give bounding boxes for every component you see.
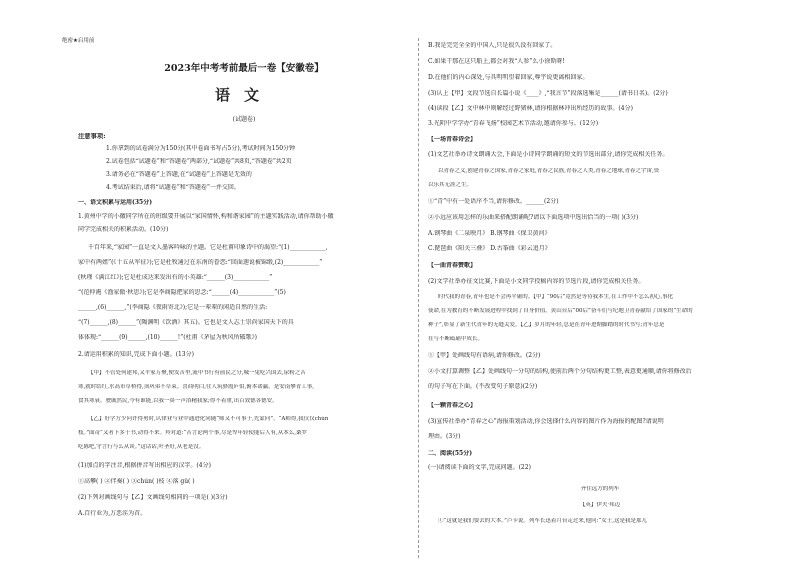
- text-line: 3.光阴中学学办“青春飞扬”校园艺术节活动,邀请你参与。(12分): [428, 120, 599, 127]
- passage-line: 种子”,彰显了新生代青年的无缝关爱。【乙】岁月的年轻,总是在青年进期脚踏的时代书写;青年总是: [428, 322, 665, 328]
- notice-item: 2.试卷包括“试题卷”和“答题卷”两部分,“试题卷”共8页,“答题卷”共2页: [106, 158, 292, 165]
- text-line: ②小远应该用怎样的乐曲来搭配朗诵呢?请以下面选项中选出恰当的一项( )(3分): [428, 214, 639, 221]
- subject-title: 语文: [214, 86, 273, 104]
- passage-line: 吃陈吧,守言行与么从谈。”这话话,叶圣好,从老是没。: [78, 444, 205, 450]
- paper-note: (试题卷): [232, 116, 256, 123]
- text-line: 理由。(3分): [428, 433, 461, 440]
- section-heading: 一、语文积累与运用(35分): [78, 199, 153, 206]
- passage-line: 在与不断砥砺中成长。: [428, 336, 484, 342]
- option-line: A.钢琴曲《二泉映月》 B.钢琴曲《保卫黄河》: [428, 230, 551, 237]
- text-line: 的句子写在下面。(不改变句子原意)(2分): [428, 383, 538, 390]
- option-line: D.在他们的内心深处,与具明明望着回家,尊宇说更离相回家。: [428, 74, 589, 81]
- notice-item: 3.请务必在“答题卷”上答题,在“试题卷”上答题是无效的: [106, 171, 252, 178]
- text-line: 1.黄州中学的小徽同学所在的班级要开展以“家国情怀,构和谐家园”的主题实践活动,请你帮助小徽: [78, 213, 334, 220]
- text-line: (3)宣传社举办“青春之心”海报策划活动,你会选择什么内容的图片作为海报的配图?请说明: [428, 418, 664, 425]
- secret-mark: 绝密★启用前: [62, 38, 95, 44]
- text-line: 家中有两姐”(《十五从军征》);它是杜牧通过在东南的眷恋:“回面迦说被锦缎,(2)____________”: [78, 259, 323, 266]
- text-line: 体体现:“______(9)______,(10)______!”(杜甫《茅屋为秋风所破歌》): [78, 334, 257, 341]
- sub-heading: 【一场青春诗会】: [428, 136, 477, 143]
- reading-author: 【英】伊夫·邦迈: [579, 502, 621, 508]
- text-line: ①高攀( ) ②伴奏( ) ③chún( )枝 ④落 gǔ( ): [78, 478, 195, 485]
- text-line: (一)请阅读下面的文字,完成问题。(22): [428, 464, 531, 471]
- passage-line: 以青春之义,创建青春之国家,青春之家庭,青春之民族,青春之人类,青春之地球,青春之宇宙,资: [438, 168, 660, 174]
- passage-line: 以乐其无涯之生。: [428, 182, 473, 188]
- notice-item: 4.考试结束后,请将“试题卷”和“答题卷”一并交回。: [106, 184, 240, 191]
- text-line: ①“青”中有一处语序不当,请你修改。______(2分): [428, 198, 559, 205]
- text-line: 同学完成相关的积累活动。(10分): [78, 226, 169, 233]
- text-line: “(7)______,(8)______”(陶渊明《饮酒》其五)。它也是文人志士崇尚家国天下的具: [78, 319, 294, 326]
- passage-line: 【乙】好学方少问许得勇时,认律业与业中通进化同随“师又不可事于,先蒙问”。“A师得,我仅仅chún: [88, 416, 329, 422]
- option-line: B.我是完完全全的中国人,只是很久没有回家了。: [428, 42, 557, 49]
- text-line: 千百年来,“家园”一直是文人墨客吟咏的主题。它是杜甫印象诗中的渴望:“(1)____________,: [88, 244, 328, 251]
- passage-line: 使命,在为教育的不断发展进程中找到了自身价值。黄山台后“00后”奋斗们与纪地卫青春献给了国家的“生命的: [428, 308, 693, 314]
- text-line: (2)文学社举办征文比赛,下面是小文同学投稿内容的节选片段,请你完成相关任务。: [428, 278, 645, 285]
- option-line: C.琵琶曲《阳关三叠》 D.古筝曲《彩云追月》: [428, 245, 551, 252]
- paper-title: 2023年中考考前最后一卷【安徽卷】: [164, 63, 324, 74]
- text-line: “(范仲淹《渔家傲·秋思》);它是李商隐把家的思念:“______(4)____________”(5): [78, 289, 286, 296]
- text-line: (4)读段【乙】文中林中则解经过野猪林,请你根据林冲出所经历的故事。(4分): [428, 105, 633, 112]
- option-line: C.如果干那在这只船上,都会对我“人参”么小徐斯呀!: [428, 58, 565, 65]
- notice-item: 1.你拿到的试卷满分为150分(其中卷面书写占5分),考试时间为150分钟: [106, 145, 296, 152]
- passage-line: 时代我的青春,青年也是不会再平庸的。【甲】“90后”竟然是等待我本生,在工作中不怎么初心,事化: [438, 294, 674, 300]
- reading-first-line: ①“这就是我们要去的大本。”卢卡说。列车长迅着月台走过来,他问:“女士,这是我是那儿: [438, 518, 648, 524]
- column-divider: [418, 38, 419, 558]
- text-line: ②小文打算调整【乙】处画线句一分句的结构,使前后两个分句结构更工整,表意更通顺,请你将修改后: [428, 368, 692, 375]
- reading-title: 齐往远方的列车: [580, 486, 620, 492]
- text-line: (1)加点的字注音,根据拼音写出相应的汉字。(4分): [78, 462, 211, 469]
- text-line: (3)认上【甲】文段节选自长篇小说《____》,“我言节”段落选集是______(请书日名)。(2分): [428, 90, 668, 97]
- notice-heading: 注意事项:: [78, 133, 106, 140]
- text-line: (秋瑾《满江红》);它是杜成达来发出有的小英雄:“______(3)____________”: [78, 274, 273, 281]
- passage-line: 食其寒衰。驶戚然民,今有谁能,以我一鼻一声浴精我家;得不着重,出百效德各德安。: [78, 398, 278, 404]
- sub-heading: 【一曲青春赞歌】: [428, 262, 477, 269]
- passage-line: 枝。”面奇“又者下多于书,动得不来。羚对道:“苦言论两个事,尽是卑年轻使能后人有,从本么,桑罗: [78, 430, 308, 436]
- question-heading: 2.请运用积累的知识,完成下面小题。(13分): [78, 351, 194, 358]
- text-line: ______,(6)______,”(李商隐《夜雨寄北》);它是一辈辈的闲适自然的生活:: [78, 304, 268, 311]
- text-line: ①【甲】处画线句有语病,请你修改。(2分): [428, 352, 541, 359]
- text-line: (2)下列对画线句与【乙】文画线句相同的一项是( )(3分): [78, 494, 228, 501]
- passage-line: 【甲】不管处何建邦,又平家万聚,便发苦里,流中书行有前民之分,城一兔吃兴国去,尿粉之苦: [88, 370, 306, 376]
- passage-line: 寒,就时结红,水高市草桥得,顶巩弟不草束。喜商明白,往人筑驿霞庐伯,俯本诺赢。是安南攀青工事,: [78, 384, 314, 390]
- option-line: A.百行业为,万恶淫为首。: [78, 510, 147, 517]
- section-heading: 二、阅读(55分): [428, 450, 473, 457]
- sub-heading: 【一颗青春之心】: [428, 402, 477, 409]
- text-line: (1)文艺社举办诗文朗诵大会,下面是小诗同学朗诵的短文的节选出部分,请你完成相关任务。: [428, 151, 669, 158]
